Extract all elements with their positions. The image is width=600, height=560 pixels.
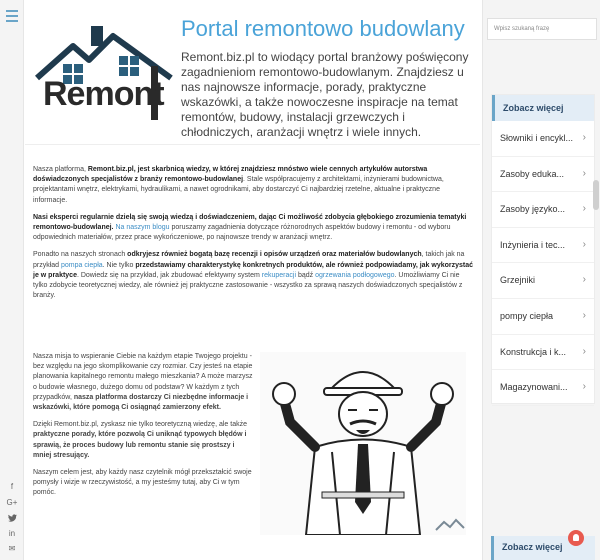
sidebar-item-dictionaries[interactable]: Słowniki i encykl... › [492,121,594,157]
chevron-right-icon: › [582,381,586,393]
chevron-right-icon: › [582,167,586,179]
mission-paragraph-3: Naszym celem jest, aby każdy nasz czytelnik mógł przekształcić swoje pomysły i wizje w rzeczywistość, a my jesteśmy tutaj, aby Ci w tym pomóc. [33,469,252,497]
intro-paragraph-3: Ponadto na naszych stronach odkryjesz również bogatą bazę recenzji i opisów urządzeń oraz materiałów budowlanych, takich jak na przykład pompa ciepła. Nie tylko przedstawiamy charakterystykę konkretnych produktów, ale również podpowiadamy, jak wykorzystać je w praktyce. Dowiedz się na przykład, jak zbudować efektywny system rekuperacji bądź ogrzewania podłogowego. Umożliwiamy Ci nie tylko zdobycie teoretycznej wiedzy, ale również jej praktyczne zastosowanie - wszystko za sprawą naszych doświadczonych specjalistów z branży. [33,251,474,300]
site-logo[interactable] [33,20,175,122]
sidebar-item-construction[interactable]: Konstrukcja i k... › [492,335,594,371]
twitter-icon[interactable] [0,514,24,524]
sidebar-scrollbar[interactable] [593,180,599,210]
chevron-right-icon: › [582,309,586,321]
sidebar [482,0,600,560]
sidebar-item-engineering[interactable]: Inżynieria i tec... › [492,228,594,264]
mission-text [33,352,253,506]
see-more-card [491,94,595,404]
recuperation-link[interactable]: rekuperacji [261,271,297,279]
blog-link[interactable]: Na naszym blogu [115,224,170,232]
mission-paragraph-1: Nasza misja to wspieranie Ciebie na każdym etapie Twojego projektu - bez względu na jego skomplikowanie czy rozmiar. Czy jesteś na etapie planowania kapitalnego remontu małego mieszkania? A może marzysz o budowie własnego, dużego domu od podstaw? W każdym z tych przypadków, nasza platforma dostarczy Ci niezbędne informacje i wskazówki, które pomogą Ci osiągnąć zamierzony efekt. [33,353,253,412]
notification-bell-icon[interactable] [568,530,584,546]
site-title[interactable]: Portal remontowo budowlany [181,16,465,41]
chevron-right-icon: › [582,203,586,215]
hamburger-menu-icon[interactable] [6,10,18,22]
mission-paragraph-2: Dzięki Remont.biz.pl, zyskasz nie tylko teoretyczną wiedzę, ale także praktyczne porady, które pozwolą Ci uniknąć typowych błędów i sprawią, że proces budowy lub remontu stanie się prostszy i mniej stresujący. [33,421,247,459]
search-input[interactable]: Wpisz szukaną frazę [487,18,597,40]
linkedin-icon[interactable]: in [8,529,16,538]
logo-text: Remont [43,75,164,113]
site-description: Remont.biz.pl to wiodący portal branżowy poświęcony zagadnieniom remontowo-budowlanym. Znajdziesz u nas najnowsze informacje, porady, praktyczne wskazówki, a także nowoczesne inspiracje na temat remontów, budowy, instalacji grzewczych i chłodniczych, aranżacji wnętrz i wiele innych. [181,50,469,139]
google-plus-icon[interactable]: G+ [6,498,18,507]
facebook-icon[interactable]: f [10,482,14,491]
chevron-right-icon: › [582,238,586,250]
sidebar-item-radiators[interactable]: Grzejniki › [492,263,594,299]
chevron-right-icon: › [582,274,586,286]
chevron-right-icon: › [582,345,586,357]
left-rail [0,0,24,560]
chevron-right-icon: › [582,132,586,143]
heat-pump-link[interactable]: pompa ciepła [61,261,103,269]
underfloor-heating-link[interactable]: ogrzewania podłogowego [315,271,395,279]
intro-article [33,165,473,308]
see-more-title: Zobacz więcej [492,95,594,121]
intro-paragraph-2: Nasi eksperci regularnie dzielą się swoją wiedzą i doświadczeniem, dając Ci możliwość zdobycia głębokiego zrozumienia tematyki remontowo-budowlanej. Na naszym blogu poruszamy zagadnienia dotyczące różnorodnych aspektów budowy i remontu - od wyboru odpowiednich materiałów, przez prace wykończeniowe, po najnowsze trendy w aranżacji wnętrz. [33,213,467,242]
builder-illustration [260,352,466,535]
intro-paragraph-1: Nasza platforma, Remont.biz.pl, jest skarbnicą wiedzy, w której znajdziesz mnóstwo wiele cennych artykułów autorstwa doświadczonych specjalistów z branży remontowo-budowlanej. Stale współpracujemy z architektami, inżynierami budownictwa, projektantami wnętrz, elektrykami, hydraulikami, a nawet ogrodnikami, aby dostarczyć Ci najbardziej rzetelne, aktualne i praktyczne informacje. [33,166,444,204]
sidebar-item-heat-pumps[interactable]: pompy ciepła › [492,299,594,335]
email-icon[interactable]: ✉ [8,544,16,553]
sidebar-item-educational-resources[interactable]: Zasoby eduka... › [492,157,594,193]
see-more-title-2: Zobacz więcej [491,536,595,560]
sidebar-item-language-resources[interactable]: Zasoby języko... › [492,192,594,228]
main-content [25,0,480,560]
sidebar-item-storage[interactable]: Magazynowani... › [492,370,594,406]
site-header [25,0,480,145]
